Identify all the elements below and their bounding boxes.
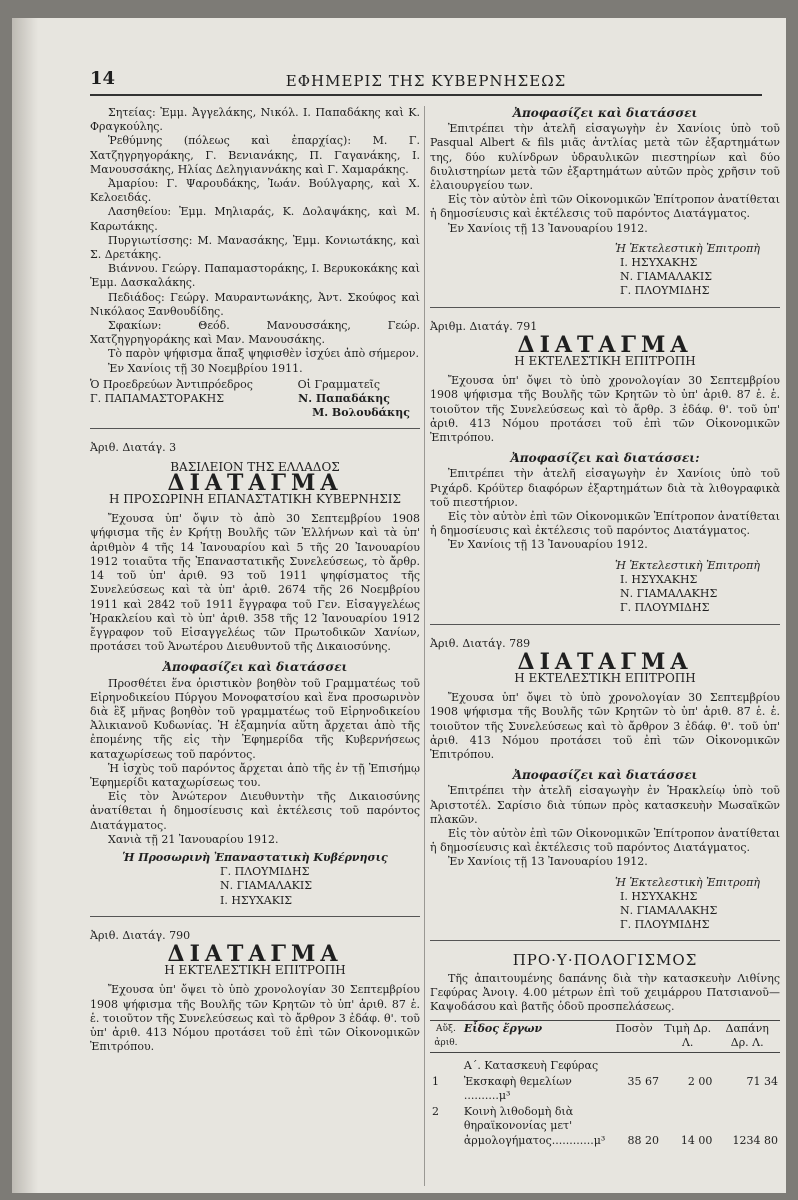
order-number: Ἀριθ. Διατάγ. 790 <box>90 928 191 942</box>
text-line: Πυργιωτίσσης: Μ. Μανασάκης, Ἐμμ. Κονιωτάκης, καὶ Σ. Δρετάκης. <box>90 233 420 262</box>
decree-date: Ἐν Χανίοις τῇ 13 Ἰανουαρίου 1912. <box>448 221 648 235</box>
decree-subtitle: Η ΠΡΟΣΩΡΙΝΗ ΕΠΑΝΑΣΤΑΤΙΚΗ ΚΥΒΕΡΝΗΣΙΣ <box>108 492 402 507</box>
text-line: Τὸ παρὸν ψήφισμα ἅπαξ ψηφισθὲν ἰσχύει ἀπὸ σήμερον. <box>108 347 419 361</box>
section-rule <box>430 940 780 941</box>
signatory-name: Ν. ΓΙΑΜΑΛΑΚΗΣ <box>620 587 718 601</box>
table-cell <box>430 1052 462 1074</box>
decree-title: ΔΙΑΤΑΓΜΑ <box>167 469 343 496</box>
decree-date: Ἐν Χανίοις τῇ 13 Ἰανουαρίου 1912. <box>448 855 648 869</box>
signature-left-name: Γ. ΠΑΠΑΜΑΣΤΟΡΑΚΗΣ <box>90 392 224 406</box>
signatory-name: Ν. ΓΙΑΜΑΛΑΚΙΣ <box>620 270 712 284</box>
decides-heading: Ἀποφασίζει καὶ διατάσσει: <box>510 451 700 466</box>
signatory-name: Ν. ΓΙΑΜΑΛΑΚΙΣ <box>220 879 312 893</box>
decree-paragraph: Εἰς τὸν αὐτὸν ἐπὶ τῶν Οἰκονομικῶν Ἐπίτροπον ἀνατίθεται ἡ δημοσίευσις καὶ ἐκτέλεσις τοῦ παρόντος Διατάγματος. <box>430 193 780 221</box>
decree-paragraph: Προσθέτει ἕνα ὁριστικὸν βοηθὸν τοῦ Γραμματέως τοῦ Εἰρηνοδικείου Πύργου Μονοφατσίου καὶ ἕνα προσωρινὸν διὰ ἓξ μῆνας βοηθὸν τοῦ γραμματέως τοῦ Εἰρηνοδικείου Ἀλικιανοῦ Κυδωνίας. Ἡ ἑξαμηνία αὕτη ἄρχεται ἀπὸ τῆς ἐπομένης τῆς εἰς τὴν Ἐφημερίδα τῆς Κυβερνήσεως καταχωρίσεως τοῦ παρόντος. <box>90 676 420 761</box>
decree-subtitle: Η ΕΚΤΕΛΕΣΤΙΚΗ ΕΠΙΤΡΟΠΗ <box>514 670 696 685</box>
decree-body: Ἔχουσα ὑπ' ὄψιν τὸ ἀπὸ 30 Σεπτεμβρίου 1908 ψήφισμα τῆς ἐν Κρήτῃ Βουλῆς τῶν Ἑλλήνων καὶ τὰ ὑπ' ἀριθμὸν 4 τῆς 14 Ἰανουαρίου καὶ 5 τῆς 20 Ἰανουαρίου 1912 τοιαῦτα τῆς Ἐπαναστατικῆς Συνελεύσεως, τὸ ἄρθρ. 14 τοῦ ὑπ' ἀριθ. 93 τοῦ 1911 ψηφίσματος τῆς Συνελεύσεως καὶ τὰ ὑπ' ἀριθ. 2674 τῆς 26 Νοεμβρίου 1911 καὶ 2842 τοῦ 1911 ἔγγραφα τοῦ Γεν. Εἰσαγγελέως Ἡρακλείου καὶ τὸ ὑπ' ἀριθ. 358 τῆς 12 Ἰανουαρίου 1912 ἔγγραφον τοῦ Εἰσαγγελέως τῶν Πρωτοδικῶν Χανίων, προτάσει τοῦ Ἀνωτέρου Διευθυντοῦ τῆς Δικαιοσύνης. <box>90 512 420 654</box>
table-cell: 2 <box>432 1105 439 1119</box>
text-line: Βιάννου. Γεώργ. Παπαμαστοράκης, Ι. Βερυκοκάκης καὶ Ἐμμ. Δασκαλάκης. <box>90 262 420 290</box>
table-cell: Ἐκσκαφὴ θεμελίων ..........μ³ <box>463 1074 572 1102</box>
signatory-name: Γ. ΠΛΟΥΜΙΔΗΣ <box>620 284 710 298</box>
section-rule <box>90 916 420 917</box>
decree-subtitle: Η ΕΚΤΕΛΕΣΤΙΚΗ ΕΠΙΤΡΟΠΗ <box>164 963 346 978</box>
page-header <box>90 68 762 96</box>
page-number: 14 <box>90 68 116 89</box>
signature-right-name-1: Ν. Παπαδάκης <box>298 392 390 406</box>
signatory-name: Ι. ΗΣΥΧΑΚΙΣ <box>220 893 293 907</box>
signature-right-title: Οἱ Γραμματεῖς <box>297 377 380 391</box>
budget-section: Α΄. Κατασκευὴ Γεφύρας <box>463 1058 599 1072</box>
text-line: Πεδιάδος: Γεώργ. Μαυραντωνάκης, Ἀντ. Σκούφος καὶ Νικόλαος Ξανθουδίδης. <box>90 290 420 318</box>
decree-body: Ἔχουσα ὑπ' ὄψει τὸ ὑπὸ χρονολογίαν 30 Σεπτεμβρίου 1908 ψήφισμα τῆς Βουλῆς τῶν Κρητῶν τὸ ὑπ' ἀριθ. 87 ἑ. ἑ. τοιοῦτον τῆς Συνελεύσεως καὶ τὸ ἄρθρ. 3 ἐδάφ. θ'. τοῦ ὑπ' ἀριθ. 413 Νόμου προτάσει τοῦ ἐπὶ τῶν Οἰκονομικῶν Ἐπιτρόπου. <box>430 374 780 445</box>
signatory-name: Ν. ΓΙΑΜΑΛΑΚΗΣ <box>620 903 718 917</box>
section-rule <box>430 624 780 625</box>
committee-signature: Ἡ Ἐκτελεστικὴ Ἐπιτροπὴ <box>615 558 760 572</box>
decree-body: Ἔχουσα ὑπ' ὄψει τὸ ὑπὸ χρονολογίαν 30 Σεπτεμβρίου 1908 ψήφισμα τῆς Βουλῆς τῶν Κρητῶν τὸ ὑπ' ἀριθ. 87 ἑ. ἑ. τοιοῦτον τῆς Συνελεύσεως καὶ τὸ ἄρθρον 3 ἐδάφ. θ'. τοῦ ὑπ' ἀριθ. 413 Νόμου προτάσει τοῦ ἐπὶ τῶν Οἰκονομικῶν Ἐπιτρόπου. <box>90 983 420 1054</box>
signatures-resolution <box>90 378 420 392</box>
order-number: Ἀριθ. Διατάγ. 3 <box>90 441 177 455</box>
decree-paragraph: Εἰς τὸν αὐτὸν ἐπὶ τῶν Οἰκονομικῶν Ἐπίτροπον ἀνατίθεται ἡ δημοσίευσις καὶ ἐκτέλεσις τοῦ παρόντος Διατάγματος. <box>430 826 780 855</box>
text-line: Σητείας: Ἐμμ. Ἀγγελάκης, Νικόλ. Ι. Παπαδάκης καὶ Κ. Φραγκούλης. <box>90 106 420 134</box>
table-row <box>430 1074 780 1104</box>
decree-date: Ἐν Χανίοις τῇ 13 Ἰανουαρίου 1912. <box>448 538 648 552</box>
decides-heading: Ἀποφασίζει καὶ διατάσσει <box>512 768 698 783</box>
signature-names-row <box>90 392 420 406</box>
table-cell: 1 <box>432 1074 439 1088</box>
decree-paragraph: Εἰς τὸν αὐτὸν ἐπὶ τῶν Οἰκονομικῶν Ἐπίτροπον ἀνατίθεται ἡ δημοσίευσις καὶ ἐκτέλεσις τοῦ παρόντος Διατάγματος. <box>430 510 780 538</box>
section-rule <box>430 307 780 308</box>
column-header: Εἶδος ἔργων <box>462 1021 607 1052</box>
signature-right-name-2: Μ. Βολουδάκης <box>312 406 410 420</box>
decree-subtitle: Η ΕΚΤΕΛΕΣΤΙΚΗ ΕΠΙΤΡΟΠΗ <box>514 354 696 369</box>
signatory-name: Γ. ΠΛΟΥΜΙΔΗΣ <box>620 918 710 932</box>
table-cell: 14 00 <box>680 1133 713 1147</box>
text-line: Ἀμαρίου: Γ. Ψαρουδάκης, Ἰωάν. Βούλγαρης, καὶ Χ. Κελοειδάς. <box>90 177 420 205</box>
table-cell: 88 20 <box>627 1133 659 1147</box>
gazette-page <box>12 18 786 1193</box>
signatory-name: Γ. ΠΛΟΥΜΙΔΗΣ <box>220 865 310 879</box>
order-number: Ἀριθ. Διατάγ. 789 <box>430 636 531 650</box>
decree-paragraph: Εἰς τὸν Ἀνώτερον Διευθυντὴν τῆς Δικαιοσύνης ἀνατίθεται ἡ δημοσίευσις καὶ ἐκτέλεσις τοῦ παρόντος Διατάγματος. <box>90 790 420 832</box>
signatory-name: Ι. ΗΣΥΧΑΚΗΣ <box>620 572 698 586</box>
signatory-name: Ι. ΗΣΥΧΑΚΗΣ <box>620 889 698 903</box>
table-cell: 35 67 <box>627 1074 659 1088</box>
budget-header-row <box>430 1021 780 1052</box>
decree-paragraph: Ἐπιτρέπει τὴν ἀτελῆ εἰσαγωγὴν ἐν Χανίοις ὑπὸ τοῦ Pasqual Albert & fils μιᾶς ἀντλίας μετὰ τῶν ἐξαρτημάτων της, δύο κυλίνδρων ὑδραυλικῶν πιεστηρίων καὶ δύο διυλιστηρίων μετὰ τῶν ἐξαρτημάτων αὐτῶν πρὸς χρῆσιν τοῦ ἐλαιουργείου των. <box>430 122 780 193</box>
decree-paragraph: Ἡ ἰσχὺς τοῦ παρόντος ἄρχεται ἀπὸ τῆς ἐν τῇ Ἐπισήμῳ Ἐφημερίδι καταχωρίσεως του. <box>90 761 420 789</box>
decree-title: ΔΙΑΤΑΓΜΑ <box>517 648 693 675</box>
decree-date: Χανιὰ τῇ 21 Ἰανουαρίου 1912. <box>108 832 279 846</box>
left-column <box>90 106 420 1054</box>
decree-title: ΔΙΑΤΑΓΜΑ <box>517 331 693 358</box>
text-line: Σφακίων: Θεόδ. Μανουσσάκης, Γεώρ. Χατζηγρηγοράκης καὶ Μαν. Μανουσάκης. <box>90 319 420 347</box>
budget-description: Τῆς ἀπαιτουμένης δαπάνης διὰ τὴν κατασκευὴν Λιθίνης Γεφύρας Ἀνοιγ. 4.00 μέτρων ἐπὶ τοῦ χειμάρρου Πατσιανοῦ—Καψοδάσου καὶ βατῆς ὁδοῦ προσπελάσεως. <box>430 971 780 1013</box>
order-number: Ἀριθμ. Διατάγ. 791 <box>430 319 538 333</box>
column-divider <box>424 106 425 1186</box>
signature-left-title: Ὁ Προεδρεύων Ἀντιπρόεδρος <box>90 377 253 391</box>
signatory-name: Γ. ΠΛΟΥΜΙΔΗΣ <box>620 601 710 615</box>
right-column <box>430 106 780 1149</box>
signature-names-row-2 <box>90 406 420 420</box>
gazette-title: ΕΦΗΜΕΡΙΣ ΤΗΣ ΚΥΒΕΡΝΗΣΕΩΣ <box>285 72 567 90</box>
column-header: Αὔξ. ἀριθ. <box>430 1021 462 1052</box>
decree-body: Ἔχουσα ὑπ' ὄψει τὸ ὑπὸ χρονολογίαν 30 Σεπτεμβρίου 1908 ψήφισμα τῆς Βουλῆς τῶν Κρητῶν τὸ ὑπ' ἀριθ. 87 ἑ. ἑ. τοιοῦτον τῆς Συνελεύσεως καὶ τὸ ἄρθρον 3 ἐδάφ. θ'. τοῦ ὑπ' ἀριθ. 413 Νόμου προτάσει τοῦ ἐπὶ τῶν Οἰκονομικῶν Ἐπιτρόπου. <box>430 691 780 761</box>
column-header: Δαπάνη Δρ. Λ. <box>714 1021 780 1052</box>
table-cell: Κοινὴ λιθοδομὴ διὰ θηραϊκονονίας μετ' ἁρμολογήματος............μ³ <box>463 1105 606 1147</box>
text-line: Λασηθείου: Ἐμμ. Μηλιαράς, Κ. Δολαψάκης, καὶ Μ. Καρωτάκης. <box>90 205 420 233</box>
decree-paragraph: Ἐπιτρέπει τὴν ἀτελῆ εἰσαγωγὴν ἐν Χανίοις ὑπὸ τοῦ Ριχάρδ. Κρόϋτερ διαφόρων ἐξαρτημάτων διὰ τὰ λιθογραφικὰ τοῦ πιεστήριον. <box>430 467 780 509</box>
budget-table <box>430 1020 780 1149</box>
table-cell: 1234 80 <box>732 1133 778 1147</box>
kingdom-heading: ΒΑΣΙΛΕΙΟΝ ΤΗΣ ΕΛΛΑΔΟΣ <box>170 459 340 474</box>
committee-signature: Ἡ Ἐκτελεστικὴ Ἐπιτροπὴ <box>615 875 760 889</box>
decree-title: ΔΙΑΤΑΓΜΑ <box>167 940 343 967</box>
table-row <box>430 1104 780 1149</box>
signatory-name: Ι. ΗΣΥΧΑΚΗΣ <box>620 256 698 270</box>
column-header: Ποσὸν <box>607 1021 661 1052</box>
table-section-row <box>430 1052 780 1074</box>
government-signature: Ἡ Προσωρινὴ Ἐπαναστατικὴ Κυβέρνησις <box>122 850 388 864</box>
table-cell: 2 00 <box>687 1074 713 1088</box>
decree-paragraph: Ἐπιτρέπει τὴν ἀτελῆ εἰσαγωγὴν ἐν Ἡρακλείῳ ὑπὸ τοῦ Ἀριστοτέλ. Σαρίσιο διὰ τύπων πρὸς κατασκευὴν Μωσαϊκῶν πλακῶν. <box>430 784 780 826</box>
text-line: Ἐν Χανίοις τῇ 30 Νοεμβρίου 1911. <box>108 361 303 375</box>
decides-heading: Ἀποφασίζει καὶ διατάσσει <box>162 660 348 675</box>
text-line: Ῥεθύμνης (πόλεως καὶ ἐπαρχίας): Μ. Γ. Χατζηγρηγοράκης, Γ. Βενιανάκης, Π. Γαγανάκης, Ι. Μανουσσάκης, Ηλίας Δεληγιαννάκης καὶ Γ. Χαμαράκης. <box>90 134 420 176</box>
table-cell: 71 34 <box>746 1074 778 1088</box>
committee-signature: Ἡ Ἐκτελεστικὴ Ἐπιτροπὴ <box>615 241 760 255</box>
column-header: Τιμὴ Δρ. Λ. <box>661 1021 714 1052</box>
section-rule <box>90 428 420 429</box>
decides-heading: Ἀποφασίζει καὶ διατάσσει <box>512 106 698 120</box>
budget-title: ΠΡΟ·Υ·ΠΟΛΟΓΙΣΜΟΣ <box>512 951 698 970</box>
